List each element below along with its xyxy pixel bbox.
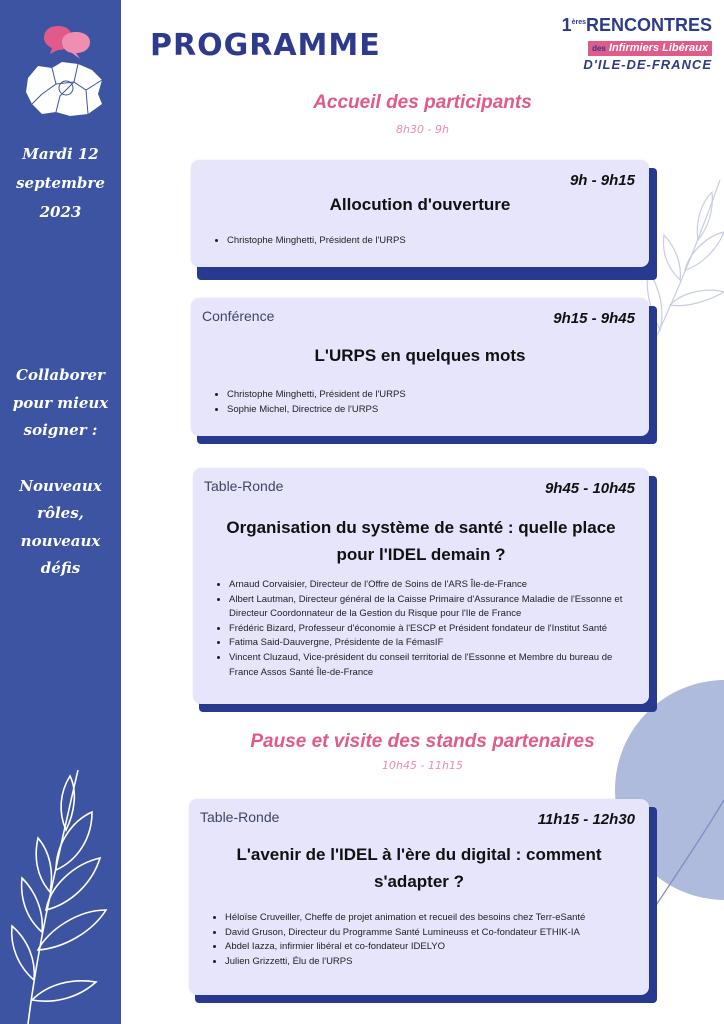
speaker-item: • Christophe Minghetti, Président de l'URPS — [227, 388, 635, 403]
session-time: 9h45 - 10h45 — [544, 480, 635, 497]
session-time: 9h - 9h15 — [569, 172, 635, 189]
session-time: 9h15 - 9h45 — [553, 310, 635, 327]
speaker-item: • Julien Grizzetti, Élu de l'URPS — [225, 955, 635, 970]
session-kind: Conférence — [202, 308, 275, 324]
session-card — [193, 468, 649, 704]
speaker-item: • Frédéric Bizard, Professeur d'économie à l'ESCP et Président fondateur de l'Institut Santé — [229, 622, 635, 637]
event-tagline: Collaborer pour mieux soigner : Nouveaux rôles, nouveaux défis — [12, 366, 109, 577]
speaker-list — [209, 234, 635, 249]
break-title: Accueil des participants — [313, 92, 532, 113]
session-title: L'avenir de l'IDEL à l'ère du digital : comment s'adapter ? — [236, 845, 602, 891]
speaker-item: • Christophe Minghetti, Président de l'URPS — [227, 234, 635, 249]
speaker-item: • David Gruson, Directeur du Programme Santé Lumineuss et Co-fondateur ETHIK-IA — [225, 926, 635, 941]
speaker-item: • Abdel Iazza, infirmier libéral et co-fondateur IDELYO — [225, 940, 635, 955]
session-card — [191, 298, 649, 436]
ile-de-france-map-icon — [22, 58, 106, 118]
speaker-item: • Albert Lautman, Directeur général de la Caisse Primaire d'Assurance Maladie de l'Essonne et Directeur Coordonnateur de la Gestion du Risque pour l'Ile de France — [229, 593, 635, 622]
leaf-branch-icon — [8, 760, 116, 1024]
speaker-list — [209, 388, 635, 417]
session-title: L'URPS en quelques mots — [314, 346, 526, 365]
session-card — [189, 799, 649, 995]
sidebar — [0, 0, 121, 1024]
session-kind: Table-Ronde — [200, 809, 280, 825]
session-kind: Table-Ronde — [204, 478, 284, 494]
speaker-list — [211, 578, 635, 680]
speaker-item: • Sophie Michel, Directrice de l'URPS — [227, 403, 635, 418]
break-time: 10h45 - 11h15 — [382, 759, 463, 772]
event-date: Mardi 12 septembre 2023 — [16, 145, 105, 221]
session-card — [191, 160, 649, 267]
session-title: Organisation du système de santé : quelle place pour l'IDEL demain ? — [226, 518, 616, 564]
speaker-item: • Vincent Cluzaud, Vice-président du conseil territorial de l'Essonne et Membre du bureau de France Assos Santé Île-de-France — [229, 651, 635, 680]
page-title: PROGRAMME — [150, 28, 381, 63]
break-time: 8h30 - 9h — [396, 123, 449, 136]
break-title: Pause et visite des stands partenaires — [250, 731, 595, 752]
session-time: 11h15 - 12h30 — [537, 811, 635, 828]
speaker-list — [207, 911, 635, 969]
session-title: Allocution d'ouverture — [329, 195, 511, 214]
speech-bubbles-icon — [40, 24, 92, 62]
speaker-item: • Arnaud Corvaisier, Directeur de l'Offre de Soins de l'ARS Île-de-France — [229, 578, 635, 593]
speaker-item: • Fatima Said-Dauvergne, Présidente de la FémasIF — [229, 636, 635, 651]
speaker-item: • Héloïse Cruveiller, Cheffe de projet animation et recueil des besoins chez Terr-eSanté — [225, 911, 635, 926]
event-logo: 1èresRENCONTRES des Infirmiers Libéraux D'ILE-DE-FRANCE — [561, 15, 712, 72]
